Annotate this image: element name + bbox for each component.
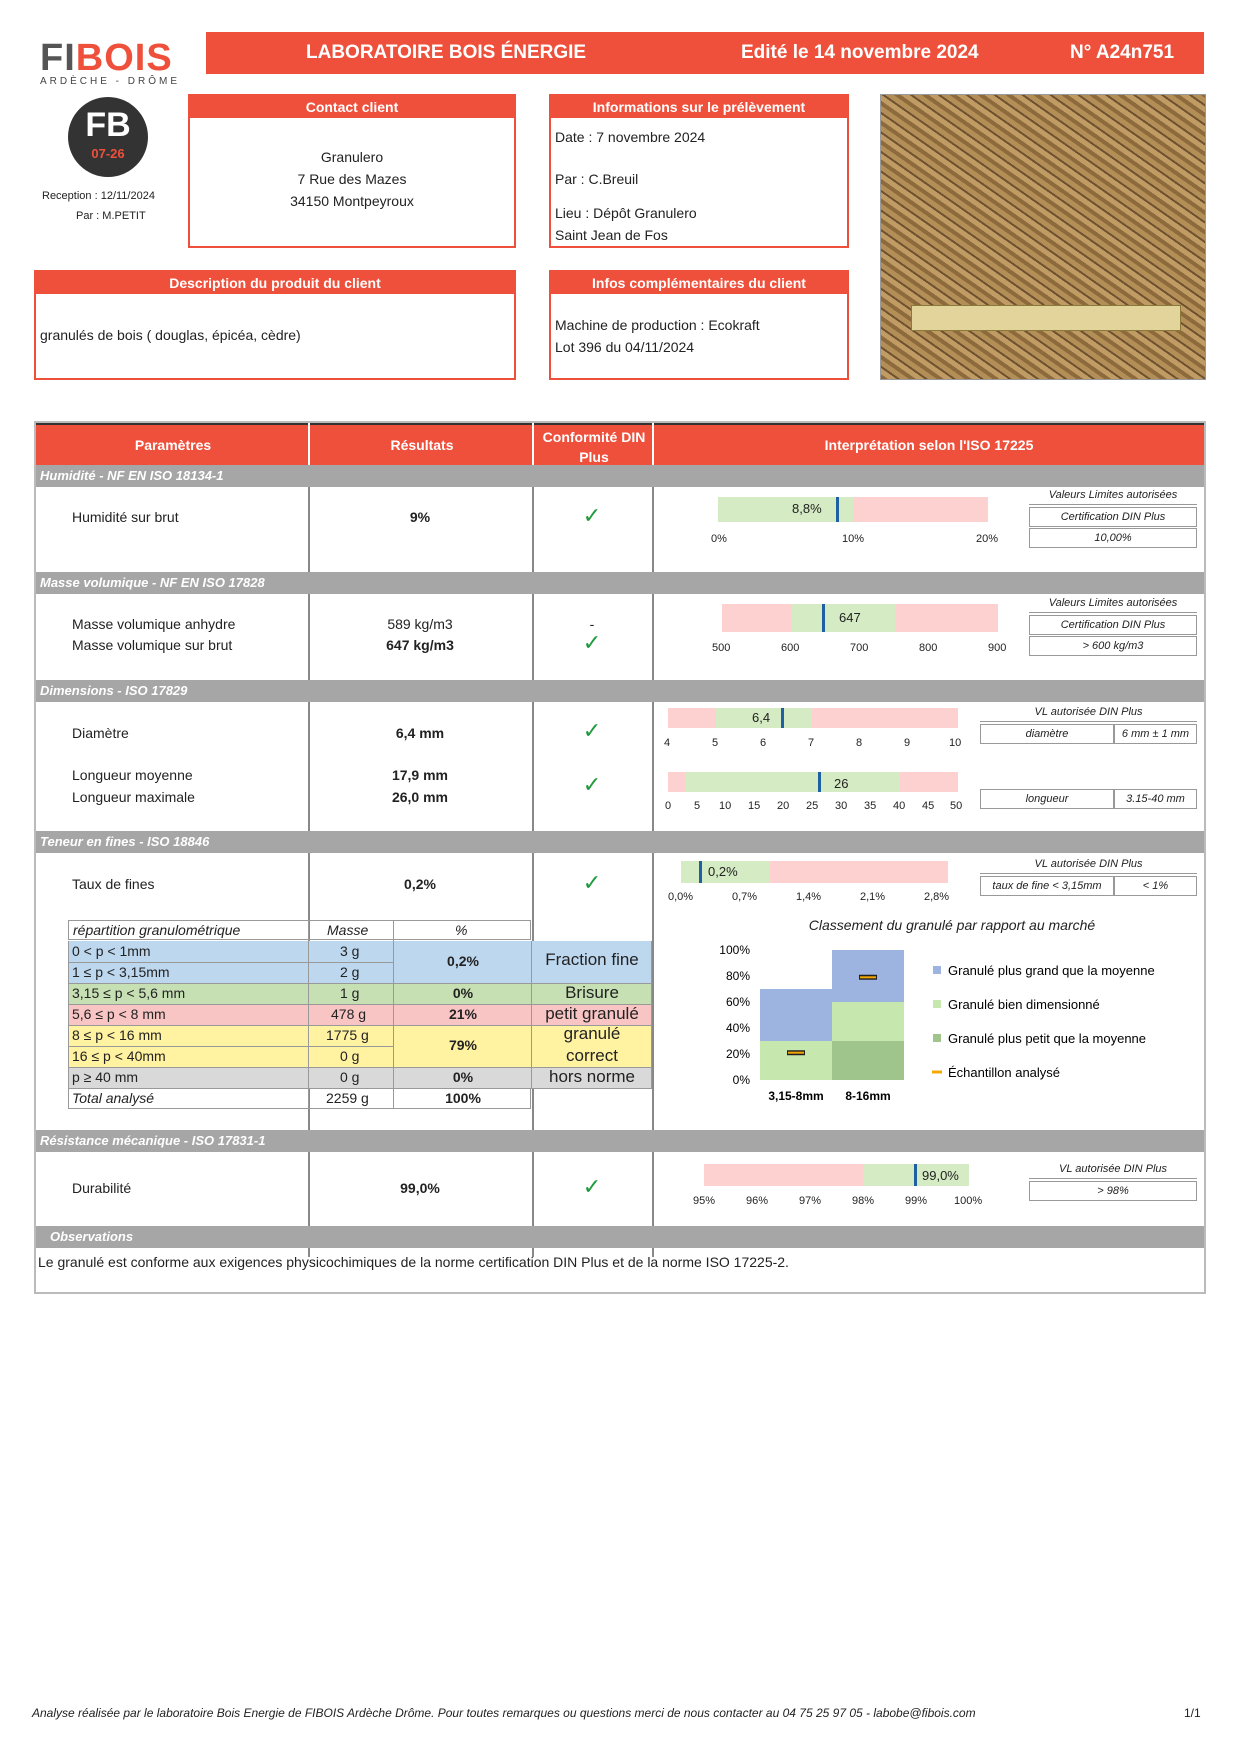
- legend-swatch: [933, 1034, 941, 1042]
- result-length-mean: 17,9 mm: [391, 767, 449, 783]
- fines-limit-title: VL autorisée DIN Plus: [980, 855, 1197, 874]
- diameter-tick: 7: [808, 737, 815, 749]
- y-tick-label: 0%: [732, 1073, 750, 1087]
- granulo-mass: 2 g: [340, 964, 360, 980]
- section-observations: Observations: [36, 1226, 1204, 1248]
- humidity-limit-cert: Certification DIN Plus: [1029, 507, 1197, 527]
- fibois-logo: FIBOIS ARDÈCHE - DRÔME: [40, 37, 181, 87]
- legend-swatch: [933, 966, 941, 974]
- density-marker-label: 647: [839, 610, 861, 625]
- conf-length-icon: ✓: [582, 772, 602, 797]
- pct-petit: 21%: [448, 1006, 478, 1022]
- diameter-tick: 6: [760, 737, 767, 749]
- granulo-range: 8 ≤ p < 16 mm: [72, 1027, 162, 1043]
- client-city: 34150 Montpeyroux: [290, 193, 414, 209]
- y-tick-label: 20%: [725, 1047, 750, 1061]
- extra-info-title: Infos complémentaires du client: [551, 272, 847, 294]
- contact-client-box: [188, 94, 516, 248]
- pct-fine: 0,2%: [447, 953, 479, 969]
- param-density-dry: Masse volumique anhydre: [72, 616, 236, 632]
- length-tick: 0: [665, 800, 672, 812]
- y-tick-label: 40%: [725, 1021, 750, 1035]
- sampling-info-title: Informations sur le prélèvement: [551, 96, 847, 118]
- humidity-limit-value: 10,00%: [1029, 528, 1197, 548]
- conf-diameter-icon: ✓: [582, 718, 602, 743]
- fines-limit-value: < 1%: [1114, 876, 1197, 896]
- production-machine: Machine de production : Ecokraft: [555, 317, 760, 333]
- humidity-tick: 10%: [842, 533, 865, 545]
- param-durability: Durabilité: [72, 1180, 132, 1196]
- param-density-raw: Masse volumique sur brut: [72, 637, 233, 653]
- sampling-by: Par : C.Breuil: [555, 171, 639, 187]
- granulo-range: 5,6 ≤ p < 8 mm: [72, 1006, 166, 1022]
- durability-tick: 99%: [905, 1195, 928, 1207]
- length-tick: 10: [719, 800, 732, 812]
- granulo-range: 1 ≤ p < 3,15mm: [72, 964, 170, 980]
- section-durability: Résistance mécanique - ISO 17831-1: [36, 1130, 1204, 1152]
- durability-marker-label: 99,0%: [922, 1168, 959, 1183]
- humidity-tick: 0%: [711, 533, 727, 545]
- granulo-head-pct: %: [455, 922, 468, 938]
- contact-client-title: Contact client: [190, 96, 514, 118]
- length-tick: 35: [864, 800, 877, 812]
- length-limit-key: longueur: [980, 789, 1114, 809]
- granulo-total-label: Total analysé: [72, 1090, 154, 1106]
- product-description-box: [34, 270, 516, 380]
- conf-fines-icon: ✓: [582, 870, 602, 895]
- granulo-head-mass: Masse: [327, 922, 369, 938]
- fines-tick: 2,8%: [924, 891, 950, 903]
- dimensions-limit-title: VL autorisée DIN Plus: [980, 703, 1197, 722]
- durability-tick: 96%: [746, 1195, 769, 1207]
- diameter-tick: 4: [664, 737, 671, 749]
- granulometry-table: [68, 920, 652, 1118]
- durability-tick: 98%: [852, 1195, 875, 1207]
- durability-tick: 97%: [799, 1195, 822, 1207]
- density-limit-value: > 600 kg/m3: [1029, 636, 1197, 656]
- durability-gauge: [704, 1164, 969, 1186]
- density-tick: 900: [988, 642, 1007, 654]
- legend-label: Granulé plus grand que la moyenne: [948, 963, 1155, 978]
- result-humidity: 9%: [409, 509, 431, 525]
- sampling-date: Date : 7 novembre 2024: [555, 129, 706, 145]
- observations-text: Le granulé est conforme aux exigences physicochimiques de la norme certification DIN Plus et de la norme ISO 17225-2.: [38, 1254, 789, 1270]
- granulo-mass: 1 g: [340, 985, 360, 1001]
- density-gauge: [722, 604, 998, 632]
- granulo-range: 3,15 ≤ p < 5,6 mm: [72, 985, 186, 1001]
- fines-limit-key: taux de fine < 3,15mm: [980, 876, 1114, 896]
- density-tick: 600: [781, 642, 800, 654]
- humidity-limit-title: Valeurs Limites autorisées: [1029, 486, 1197, 505]
- label-hors: hors norme: [549, 1067, 635, 1086]
- pct-correct: 79%: [448, 1037, 478, 1053]
- length-gauge: [668, 772, 958, 792]
- granulo-total-mass: 2259 g: [326, 1090, 369, 1106]
- param-fines: Taux de fines: [72, 876, 155, 892]
- y-tick-label: 100%: [719, 943, 750, 957]
- granulo-range: 16 ≤ p < 40mm: [72, 1048, 166, 1064]
- durability-tick: 100%: [954, 1195, 983, 1207]
- length-tick: 15: [748, 800, 761, 812]
- result-durability: 99,0%: [400, 1180, 440, 1196]
- category-label: 3,15-8mm: [768, 1089, 824, 1103]
- result-density-raw: 647 kg/m3: [386, 637, 454, 653]
- legend-swatch: [933, 1000, 941, 1008]
- length-marker-label: 26: [834, 776, 849, 791]
- bar-segment: [832, 1041, 904, 1080]
- diameter-tick: 8: [856, 737, 863, 749]
- lab-title: LABORATOIRE BOIS ÉNERGIE: [306, 42, 587, 63]
- param-length-mean: Longueur moyenne: [72, 767, 193, 783]
- label-fine: Fraction fine: [545, 950, 639, 969]
- fines-marker-label: 0,2%: [708, 864, 738, 879]
- legend-label: Granulé plus petit que la moyenne: [948, 1031, 1147, 1046]
- result-fines: 0,2%: [404, 876, 436, 892]
- humidity-marker-label: 8,8%: [792, 501, 822, 516]
- density-tick: 800: [919, 642, 938, 654]
- diameter-marker-label: 6,4: [752, 710, 771, 725]
- bar-segment: [832, 1002, 904, 1041]
- length-tick: 50: [950, 800, 963, 812]
- fines-gauge: [681, 861, 948, 883]
- granulo-range: 0 < p < 1mm: [72, 943, 151, 959]
- conf-humidity-icon: ✓: [582, 503, 602, 528]
- humidity-gauge: [718, 497, 988, 522]
- result-density-dry: 589 kg/m3: [387, 616, 453, 632]
- length-tick: 30: [835, 800, 848, 812]
- fines-tick: 0,0%: [668, 891, 694, 903]
- length-tick: 25: [806, 800, 819, 812]
- extra-info-box: [549, 270, 849, 380]
- granulo-mass: 0 g: [340, 1048, 360, 1064]
- legend-label: Granulé bien dimensionné: [948, 997, 1100, 1012]
- label-correct: granulé: [563, 1024, 621, 1043]
- y-tick-label: 60%: [725, 995, 750, 1009]
- legend-label: Échantillon analysé: [948, 1065, 1061, 1080]
- granulo-head-range: répartition granulométrique: [73, 922, 241, 938]
- humidity-tick: 20%: [976, 533, 999, 545]
- sampling-place-2: Saint Jean de Fos: [555, 227, 668, 243]
- density-tick: 500: [712, 642, 731, 654]
- client-street: 7 Rue des Mazes: [297, 171, 407, 187]
- length-tick: 40: [893, 800, 906, 812]
- fines-tick: 0,7%: [732, 891, 758, 903]
- conf-density-raw-icon: ✓: [582, 630, 602, 655]
- param-humidity: Humidité sur brut: [72, 509, 179, 525]
- label-petit: petit granulé: [545, 1004, 639, 1023]
- table-header: Paramètres Résultats Conformité DIN Plus Interprétation selon l'ISO 17225: [36, 423, 1204, 467]
- footer-text: Analyse réalisée par le laboratoire Bois Energie de FIBOIS Ardèche Drôme. Pour toutes remarques ou questions merci de nous contacter au 04 75 25 97 05 - labobe@fibois.com: [32, 1706, 976, 1720]
- durability-limit-title: VL autorisée DIN Plus: [1029, 1160, 1197, 1179]
- client-name: Granulero: [320, 149, 384, 165]
- pct-hors: 0%: [452, 1069, 474, 1085]
- result-length-max: 26,0 mm: [391, 789, 449, 805]
- pellet-photo: [880, 94, 1206, 380]
- sampling-info-box: [549, 94, 849, 248]
- bar-segment: [760, 989, 832, 1041]
- section-density: Masse volumique - NF EN ISO 17828: [36, 572, 1204, 594]
- granulo-mass: 0 g: [340, 1069, 360, 1085]
- pct-brisure: 0%: [452, 985, 474, 1001]
- bar-segment: [760, 1041, 832, 1080]
- fines-tick: 2,1%: [860, 891, 886, 903]
- y-tick-label: 80%: [725, 969, 750, 983]
- edit-date: Edité le 14 novembre 2024: [741, 42, 979, 63]
- diameter-tick: 5: [712, 737, 719, 749]
- diameter-gauge: [668, 708, 958, 728]
- granulo-mass: 3 g: [340, 943, 360, 959]
- diameter-limit-key: diamètre: [980, 724, 1114, 744]
- diameter-limit-value: 6 mm ± 1 mm: [1114, 724, 1197, 744]
- product-description-title: Description du produit du client: [36, 272, 514, 294]
- page-number: 1/1: [1184, 1706, 1201, 1720]
- granulo-mass: 478 g: [331, 1006, 367, 1022]
- section-humidity: Humidité - NF EN ISO 18134-1: [36, 465, 1204, 487]
- market-chart: [700, 940, 1200, 1110]
- fines-tick: 1,4%: [796, 891, 822, 903]
- length-tick: 5: [694, 800, 701, 812]
- section-dimensions: Dimensions - ISO 17829: [36, 680, 1204, 702]
- result-diameter: 6,4 mm: [395, 725, 445, 741]
- report-header: [206, 32, 1204, 74]
- pct-total: 100%: [445, 1090, 481, 1106]
- length-limit-value: 3.15-40 mm: [1114, 789, 1197, 809]
- report-number: N° A24n751: [1070, 42, 1175, 63]
- product-description: granulés de bois ( douglas, épicéa, cèdre): [40, 327, 301, 343]
- market-chart-title: Classement du granulé par rapport au marché: [808, 917, 1096, 933]
- length-tick: 45: [922, 800, 935, 812]
- density-limit-cert: Certification DIN Plus: [1029, 615, 1197, 635]
- label-brisure: Brisure: [565, 983, 619, 1002]
- diameter-tick: 10: [949, 737, 962, 749]
- density-limit-title: Valeurs Limites autorisées: [1029, 594, 1197, 613]
- diameter-tick: 9: [904, 737, 911, 749]
- conf-durability-icon: ✓: [582, 1174, 602, 1199]
- durability-limit-value: > 98%: [1029, 1181, 1197, 1201]
- density-tick: 700: [850, 642, 869, 654]
- param-diameter: Diamètre: [72, 725, 129, 741]
- granulo-range: p ≥ 40 mm: [72, 1069, 139, 1085]
- lot-number: Lot 396 du 04/11/2024: [555, 339, 695, 355]
- label-correct-2: correct: [566, 1046, 618, 1065]
- reception-info: Reception : 12/11/2024 Par : M.PETIT: [42, 190, 155, 222]
- durability-tick: 95%: [693, 1195, 716, 1207]
- sampling-place: Lieu : Dépôt Granulero: [555, 205, 697, 221]
- category-label: 8-16mm: [845, 1089, 891, 1103]
- fb-badge-logo: FB 07-26: [68, 97, 148, 177]
- conf-density-dry: -: [589, 616, 595, 632]
- param-length-max: Longueur maximale: [72, 789, 195, 805]
- length-tick: 20: [777, 800, 790, 812]
- granulo-mass: 1775 g: [326, 1027, 369, 1043]
- section-fines: Teneur en fines - ISO 18846: [36, 831, 1204, 853]
